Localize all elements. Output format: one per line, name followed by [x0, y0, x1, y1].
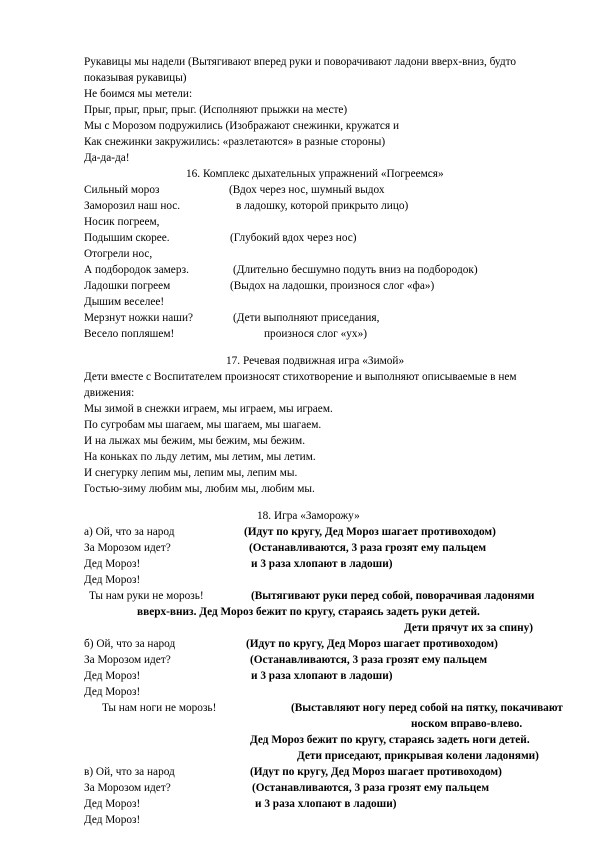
text-line: показывая рукавицы): [84, 72, 187, 84]
instruction-note: (Останавливаются, 3 раза грозят ему пальцем: [249, 542, 487, 554]
verse-line: И снегурку лепим мы, лепим мы, лепим мы.: [84, 467, 298, 479]
instruction-note: (Дети выполняют приседания,: [233, 312, 380, 324]
instruction-note: в ладошку, которой прикрыто лицо): [236, 200, 409, 212]
verse-line: По сугробам мы шагаем, мы шагаем, мы шагаем.: [84, 419, 322, 431]
verse-line: А подбородок замерз.: [84, 264, 189, 276]
section-title: 18. Игра «Заморожу»: [257, 510, 360, 522]
verse-line: И на лыжах мы бежим, мы бежим, мы бежим.: [84, 435, 306, 447]
verse-line: За Морозом идет?: [84, 542, 171, 554]
verse-line: Гостью-зиму любим мы, любим мы, любим мы.: [84, 483, 315, 495]
verse-line: Мы зимой в снежки играем, мы играем, мы играем.: [84, 403, 333, 415]
verse-line: Ты нам ноги не морозь!: [102, 702, 217, 714]
instruction-note: (Останавливаются, 3 раза грозят ему пальцем: [252, 782, 490, 794]
text-line: Прыг, прыг, прыг, прыг. (Исполняют прыжки на месте): [84, 104, 348, 116]
verse-line: Дед Мороз!: [84, 670, 141, 682]
verse-line: Дед Мороз!: [84, 814, 141, 826]
text-line: Как снежинки закружились: «разлетаются» в разные стороны): [84, 136, 386, 148]
text-line: Мы с Морозом подружились (Изображают снежинки, кружатся и: [84, 120, 400, 132]
verse-line: За Морозом идет?: [84, 782, 171, 794]
verse-line: Дед Мороз!: [84, 686, 141, 698]
instruction-note: (Идут по кругу, Дед Мороз шагает противоходом): [250, 766, 502, 778]
instruction-note: носком вправо-влево.: [411, 718, 523, 730]
instruction-note: и 3 раза хлопают в ладоши): [251, 558, 393, 570]
instruction-note: (Идут по кругу, Дед Мороз шагает противоходом): [244, 526, 496, 538]
verse-line: Сильный мороз: [84, 184, 160, 196]
verse-line: Заморозил наш нос.: [84, 200, 181, 212]
verse-line: Мерзнут ножки наши?: [84, 312, 194, 324]
verse-line: На коньках по льду летим, мы летим, мы летим.: [84, 451, 316, 463]
verse-line: Дед Мороз!: [84, 798, 141, 810]
section-title: 16. Комплекс дыхательных упражнений «Погреемся»: [186, 168, 444, 180]
verse-line: б) Ой, что за народ: [84, 638, 176, 650]
instruction-note: и 3 раза хлопают в ладоши): [251, 670, 393, 682]
instruction-note: (Вдох через нос, шумный выдох: [229, 184, 385, 196]
text-line: Дети вместе с Воспитателем произносят стихотворение и выполняют описываемые в нем: [84, 371, 517, 383]
instruction-note: (Глубокий вдох через нос): [230, 232, 357, 244]
verse-line: Весело попляшем!: [84, 328, 175, 340]
verse-line: Отогрели нос,: [84, 248, 153, 260]
instruction-note: (Длительно бесшумно подуть вниз на подбородок): [233, 264, 478, 276]
instruction-note: Дети приседают, прикрывая колени ладонями): [297, 750, 539, 762]
verse-line: а) Ой, что за народ: [84, 526, 175, 538]
instruction-note: произнося слог «ух»): [264, 328, 367, 340]
text-line: движения:: [84, 387, 135, 399]
instruction-note: (Останавливаются, 3 раза грозят ему пальцем: [250, 654, 488, 666]
instruction-note: Дед Мороз бежит по кругу, стараясь задеть ноги детей.: [250, 734, 530, 746]
verse-line: Подышим скорее.: [84, 232, 170, 244]
instruction-note: (Вытягивают руки перед собой, поворачивая ладонями: [251, 590, 535, 602]
verse-line: Дед Мороз!: [84, 574, 141, 586]
verse-line: в) Ой, что за народ: [84, 766, 175, 778]
instruction-note: (Выдох на ладошки, произнося слог «фа»): [230, 280, 435, 292]
text-line: Не боимся мы метели:: [84, 88, 193, 100]
verse-line: Дед Мороз!: [84, 558, 141, 570]
text-line: Рукавицы мы надели (Вытягивают вперед руки и поворачивают ладони вверх-вниз, будто: [84, 56, 517, 68]
verse-line: Носик погреем,: [84, 216, 160, 228]
instruction-note: и 3 раза хлопают в ладоши): [255, 798, 397, 810]
instruction-note: (Выставляют ногу перед собой на пятку, покачивают: [291, 702, 563, 714]
verse-line: Ты нам руки не морозь!: [89, 590, 204, 602]
instruction-note: Дети прячут их за спину): [404, 622, 534, 634]
text-line: Да-да-да!: [84, 152, 130, 164]
verse-line: Ладошки погреем: [84, 280, 171, 292]
verse-line: Дышим веселее!: [84, 296, 165, 308]
instruction-note: (Идут по кругу, Дед Мороз шагает противоходом): [246, 638, 498, 650]
verse-line: За Морозом идет?: [84, 654, 171, 666]
section-title: 17. Речевая подвижная игра «Зимой»: [226, 355, 405, 367]
instruction-note: вверх-вниз. Дед Мороз бежит по кругу, стараясь задеть руки детей.: [137, 606, 480, 618]
